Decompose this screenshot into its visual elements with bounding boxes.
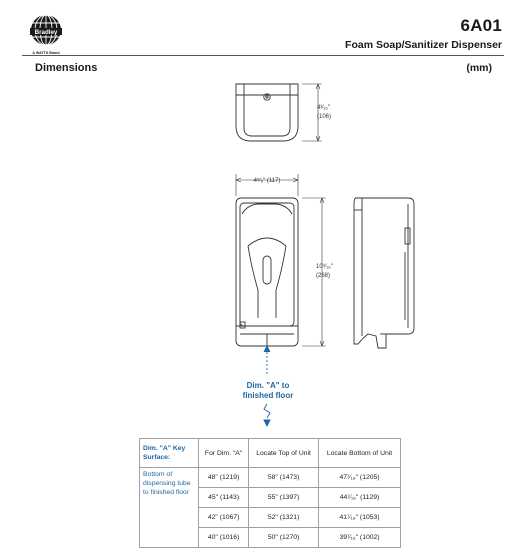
- bottom-cell: 39⁷⁄₁₆" (1002): [319, 528, 401, 548]
- key-surface-cell: Bottom of dispensing tube to finished floor: [140, 468, 199, 548]
- table-header-row: [140, 439, 401, 468]
- side-view-drawing: [354, 198, 414, 348]
- units-label: (mm): [466, 62, 492, 74]
- product-name: Foam Soap/Sanitizer Dispenser: [345, 39, 502, 51]
- width-label: 4⁵⁄₈" (117): [253, 178, 281, 184]
- top-view-drawing: [236, 84, 322, 141]
- mounting-height-table: [139, 438, 401, 548]
- header-key-surface: Dim. "A" Key Surface:: [140, 439, 199, 468]
- top-cell: 55" (1397): [249, 488, 319, 508]
- depth-inch-label: 4³⁄₁₆": [317, 105, 330, 111]
- dim-a-cell: 40" (1016): [199, 528, 249, 548]
- product-code: 6A01: [460, 16, 502, 35]
- callout-line-2: finished floor: [242, 391, 294, 400]
- svg-text:Bradley: Bradley: [34, 28, 58, 36]
- height-inch-label: 10⁹⁄₁₆": [316, 264, 333, 270]
- callout-line-1: Dim. "A" to: [246, 381, 290, 390]
- table-row: [140, 468, 401, 488]
- dim-a-callout: [218, 381, 318, 401]
- depth-mm-label: (106): [317, 114, 332, 120]
- top-cell: 50" (1270): [249, 528, 319, 548]
- dim-a-cell: 42" (1067): [199, 508, 249, 528]
- front-view-drawing: [236, 174, 326, 346]
- bottom-cell: 41⁷⁄₁₆" (1053): [319, 508, 401, 528]
- bottom-cell: 44⁷⁄₁₆" (1129): [319, 488, 401, 508]
- header-dim-a: For Dim. "A": [199, 439, 249, 468]
- dim-a-cell: 45" (1143): [199, 488, 249, 508]
- section-title: Dimensions: [35, 62, 98, 74]
- svg-text:A WATTS Brand: A WATTS Brand: [32, 51, 60, 55]
- header-bottom-of-unit: Locate Bottom of Unit: [319, 439, 401, 468]
- top-cell: 52" (1321): [249, 508, 319, 528]
- height-mm-label: (268): [316, 273, 331, 279]
- top-cell: 58" (1473): [249, 468, 319, 488]
- bottom-cell: 47⁷⁄₁₆" (1205): [319, 468, 401, 488]
- dim-a-cell: 48" (1219): [199, 468, 249, 488]
- header-top-of-unit: Locate Top of Unit: [249, 439, 319, 468]
